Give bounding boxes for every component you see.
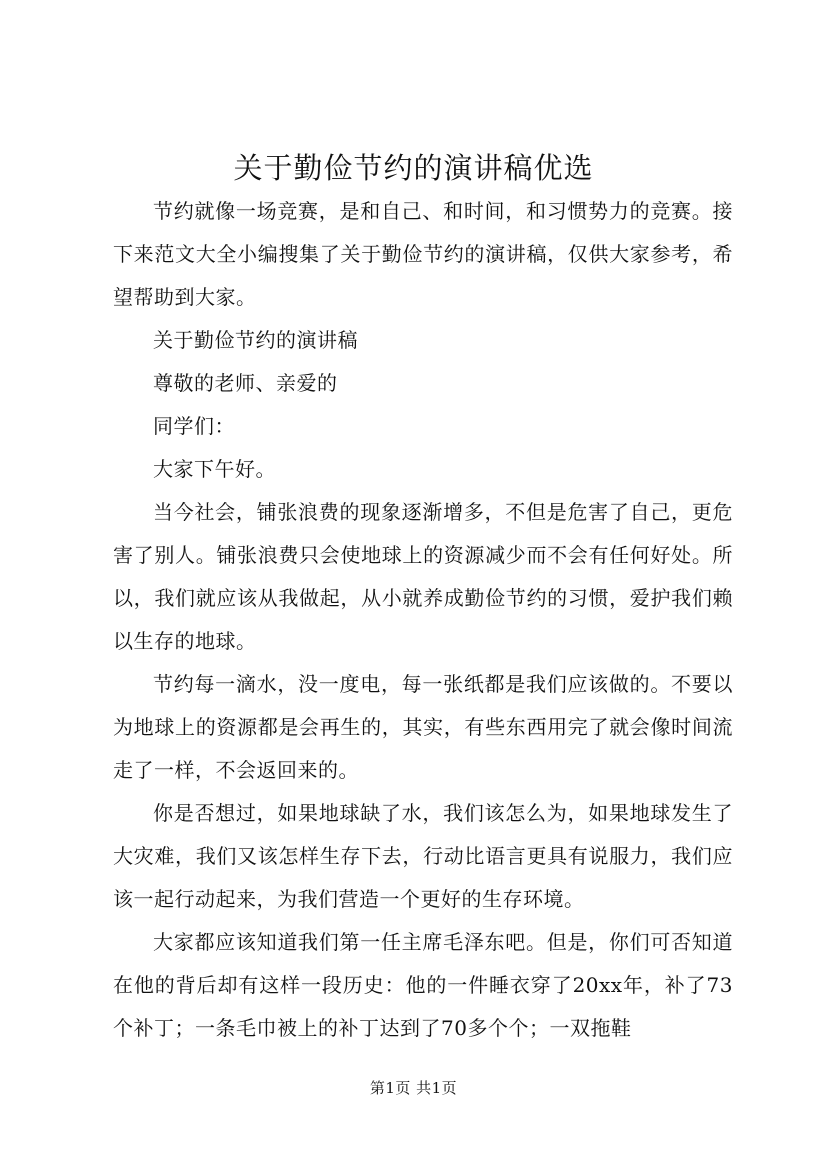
- paragraph-salutation-continued: 同学们：: [153, 414, 235, 438]
- paragraph-history: 大家都应该知道我们第一任主席毛泽东吧。但是，你们可否知道在他的背后却有这样一段历史：他的一件睡衣穿了20xx年，补了73个补丁；一条毛巾被上的补丁达到了70多个个；一双拖鞋: [113, 930, 733, 1040]
- paragraph-environment: 你是否想过，如果地球缺了水，我们该怎么为，如果地球发生了大灾难，我们又该怎样生存下去，行动比语言更具有说服力，我们应该一起行动起来，为我们营造一个更好的生存环境。: [113, 801, 733, 911]
- page-footer: 第1页 共1页: [369, 1079, 458, 1097]
- paragraph-greeting: 大家下午好。: [153, 457, 276, 481]
- paragraph-salutation: 尊敬的老师、亲爱的: [153, 371, 338, 395]
- paragraph-subtitle: 关于勤俭节约的演讲稿: [153, 328, 358, 352]
- document-title: 关于勤俭节约的演讲稿优选: [233, 151, 594, 185]
- paragraph-saving-resources: 节约每一滴水，没一度电，每一张纸都是我们应该做的。不要以为地球上的资源都是会再生的，其实，有些东西用完了就会像时间流走了一样，不会返回来的。: [113, 672, 733, 782]
- document-body: [113, 190, 733, 1050]
- paragraph-intro: 节约就像一场竞赛，是和自己、和时间，和习惯势力的竞赛。接下来范文大全小编搜集了关于勤俭节约的演讲稿，仅供大家参考，希望帮助到大家。: [113, 199, 733, 309]
- paragraph-society: 当今社会，铺张浪费的现象逐渐增多，不但是危害了自己，更危害了别人。铺张浪费只会使地球上的资源减少而不会有任何好处。所以，我们就应该从我做起，从小就养成勤俭节约的习惯，爱护我们赖以生存的地球。: [113, 500, 733, 653]
